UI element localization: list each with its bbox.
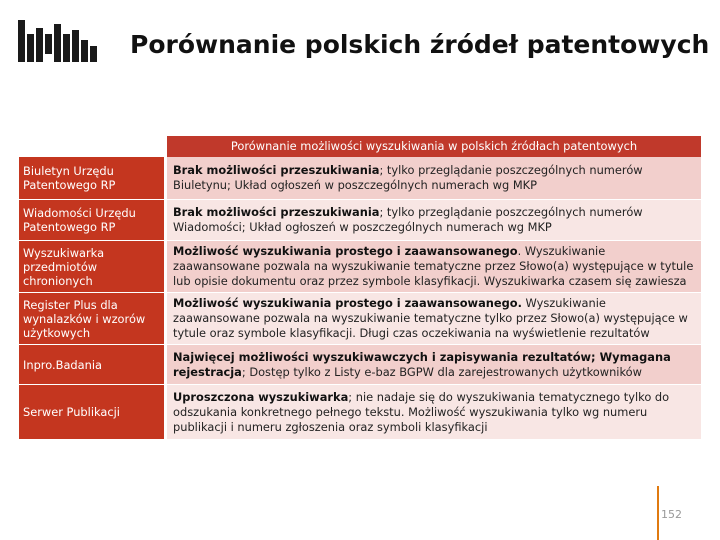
table-header: Porównanie możliwości wyszukiwania w polskich źródłach patentowych xyxy=(167,136,701,157)
description-text: ; nie nadaje się do wyszukiwania tematycznego tylko do odszukania konkretnego pełnego tekstu. Możliwość wyszukiwania tylko wg numeru publikacji i numeru zgłoszenia oraz symboli klasyfikacji xyxy=(173,389,670,434)
description-cell xyxy=(167,293,701,344)
source-cell: Biuletyn Urzędu Patentowego RP xyxy=(19,157,164,199)
description-cell xyxy=(167,241,701,292)
table-row xyxy=(19,345,701,385)
logo-bars-icon xyxy=(18,20,100,62)
page-title: Porównanie polskich źródeł patentowych xyxy=(130,30,710,59)
description-bold: Uproszczona wyszukiwarka xyxy=(173,389,349,404)
source-cell: Inpro.Badania xyxy=(19,345,164,384)
source-cell: Wiadomości Urzędu Patentowego RP xyxy=(19,200,164,240)
source-cell: Register Plus dla wynalazków i wzorów użytkowych xyxy=(19,293,164,344)
page-number-bar xyxy=(657,486,659,540)
description-bold: Najwięcej możliwości wyszukiwawczych i zapisywania rezultatów; Wymagana rejestracja xyxy=(173,349,671,379)
table-row xyxy=(19,241,701,293)
description-bold: Brak możliwości przeszukiwania xyxy=(173,205,380,219)
description-cell xyxy=(167,385,701,439)
description-text: . Wyszukiwanie zaawansowane pozwala na wyszukiwanie tematyczne przez Słowo(a) występujące w tytule lub opisie dokumentu oraz przez symbole klasyfikacji. Wyszukiwarka czasem się zawiesza xyxy=(173,244,694,288)
source-cell: Wyszukiwarka przedmiotów chronionych xyxy=(19,241,164,292)
source-cell: Serwer Publikacji xyxy=(19,385,164,439)
description-bold: Możliwość wyszukiwania prostego i zaawansowanego. xyxy=(173,296,522,310)
table-row xyxy=(19,293,701,345)
description-text: ; Dostęp tylko z Listy e-baz BGPW dla zarejestrowanych użytkowników xyxy=(241,364,642,379)
table-row xyxy=(19,385,701,440)
comparison-table xyxy=(19,136,701,440)
description-cell xyxy=(167,200,701,240)
description-text: Wyszukiwanie zaawansowane pozwala na wyszukiwanie tematyczne tylko przez Słowo(a) występujące w tytule oraz symbole klasyfikacji. Długi czas oczekiwania na wyświetlenie rezultatów xyxy=(173,296,688,340)
description-cell xyxy=(167,345,701,384)
description-text: ; tylko przeglądanie poszczególnych numerów Wiadomości; Układ ogłoszeń w poszczególnych numerach wg MKP xyxy=(173,205,643,234)
description-cell xyxy=(167,157,701,199)
table-row xyxy=(19,157,701,200)
description-bold: Brak możliwości przeszukiwania xyxy=(173,163,380,177)
page-number: 152 xyxy=(661,508,682,521)
description-bold: Możliwość wyszukiwania prostego i zaawansowanego xyxy=(173,244,518,258)
description-text: ; tylko przeglądanie poszczególnych numerów Biuletynu; Układ ogłoszeń w poszczególnych numerach wg MKP xyxy=(173,163,643,192)
table-row xyxy=(19,200,701,241)
